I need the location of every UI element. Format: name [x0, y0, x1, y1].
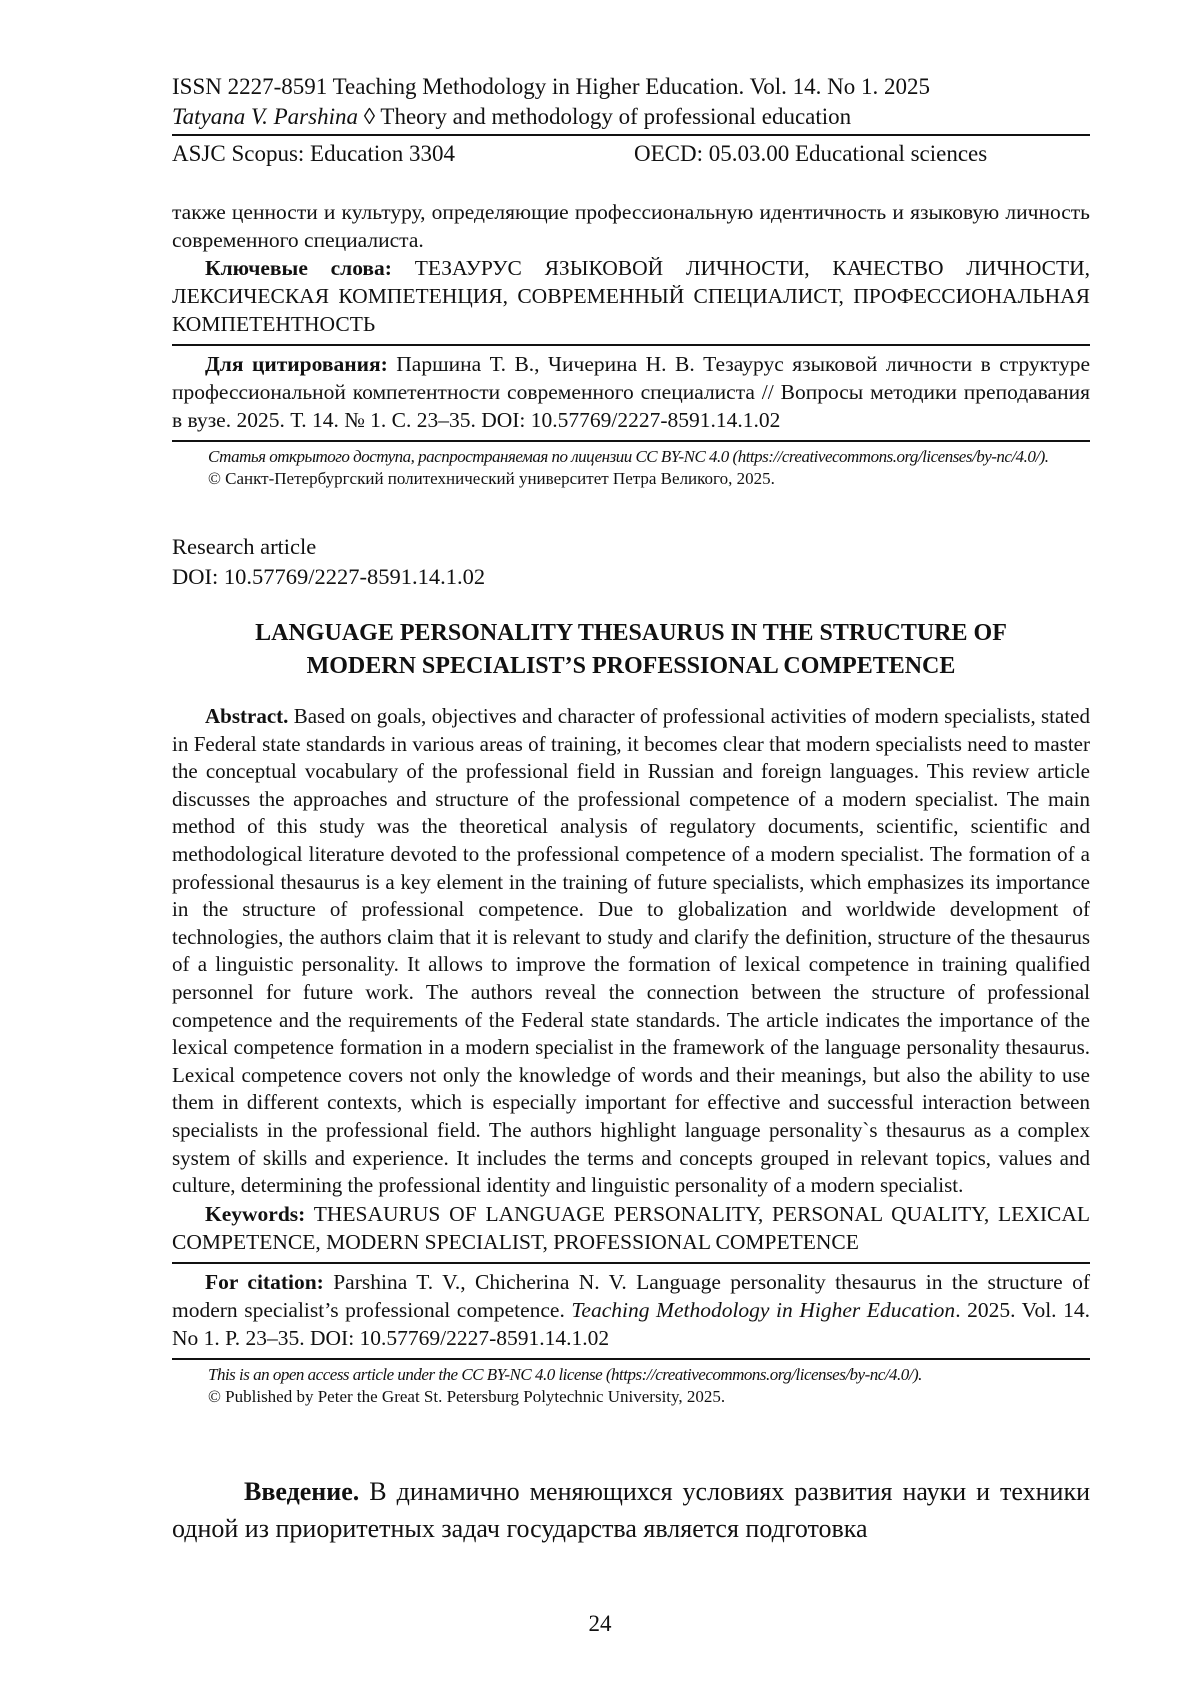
- intro-heading: Введение.: [244, 1477, 360, 1506]
- russian-metadata: [172, 198, 1090, 490]
- en-citation-rule: [172, 1358, 1090, 1360]
- header-author: Tatyana V. Parshina: [172, 104, 358, 129]
- author-section-line: [172, 102, 1090, 132]
- ru-citation-text: Паршина Т. В., Чичерина Н. В. Тезаурус языковой личности в структуре профессиональной компетентности современного специалиста // Вопросы методики преподавания в вузе. 2025. Т. 14. № 1. С. 23–35. DOI: 10.57769/2227-8591.14.1.02: [172, 352, 1090, 432]
- en-license-note: [172, 1364, 1090, 1408]
- en-citation-text-a: Parshina T. V., Chicherina N. V. Language personality thesaurus in the structure of modern specialist’s professional competence.: [172, 1269, 1090, 1322]
- ru-keywords-text: ТЕЗАУРУС ЯЗЫКОВОЙ ЛИЧНОСТИ, КАЧЕСТВО ЛИЧНОСТИ, ЛЕКСИЧЕСКАЯ КОМПЕТЕНЦИЯ, СОВРЕМЕННЫЙ СПЕЦИАЛИСТ, ПРОФЕССИОНАЛЬНАЯ КОМПЕТЕНТНОСТЬ: [172, 256, 1090, 336]
- article-type: Research article: [172, 534, 317, 559]
- ru-keywords: [172, 254, 1090, 338]
- en-license: This is an open access article under the CC BY-NC 4.0 license (https://creativecommons.org/licenses/by-nc/4.0/).: [208, 1364, 922, 1384]
- oecd-code: OECD: 05.03.00 Educational sciences: [634, 141, 988, 166]
- en-citation-label: For citation:: [205, 1269, 324, 1294]
- ru-citation: [172, 350, 1090, 434]
- diamond-glyph: ◊: [363, 104, 376, 129]
- en-keywords-rule: [172, 1262, 1090, 1264]
- english-metadata: [172, 703, 1090, 1408]
- en-abstract-text: Based on goals, objectives and character of professional activities of modern specialists, stated in Federal state standards in various areas of training, it becomes clear that modern specialists need to master the conceptual vocabulary of the professional field in Russian and foreign languages. This review article discusses the approaches and structure of the professional competence of a modern specialist. The main method of this study was the theoretical analysis of regulatory documents, scientific, scientific and methodological literature devoted to the professional competence of a modern specialist. The formation of a professional thesaurus is a key element in the training of future specialists, which emphasizes its importance in the structure of professional competence. Due to globalization and worldwide development of technologies, the authors claim that it is relevant to study and clarify the definition, structure of the thesaurus of a linguistic personality. It allows to improve the formation of lexical competence in training qualified personnel for future work. The authors reveal the connection between the structure of professional competence and the requirements of the Federal state standards. The article indicates the importance of the lexical competence formation in a modern specialist in the framework of the language personality thesaurus. Lexical competence covers not only the knowledge of words and their meanings, but also the ability to use them in different contexts, which is especially important for effective and successful interaction between specialists in the professional field. The authors highlight language personality`s thesaurus as a complex system of skills and experience. It includes the terms and concepts grouped in relevant topics, values and culture, determining the professional identity and linguistic personality of a modern specialist.: [172, 704, 1090, 1198]
- ru-citation-label: Для цитирования:: [205, 352, 388, 376]
- journal-issn-line: ISSN 2227-8591 Teaching Methodology in Higher Education. Vol. 14. No 1. 2025: [172, 74, 930, 99]
- article-doi: DOI: 10.57769/2227-8591.14.1.02: [172, 564, 486, 589]
- en-keywords-label: Keywords:: [205, 1201, 306, 1226]
- header-rule: [172, 134, 1090, 136]
- ru-license: Статья открытого доступа, распространяемая по лицензии CC BY-NC 4.0 (https://creativecommons.org/licenses/by-nc/4.0/).: [208, 447, 1049, 466]
- running-header: [172, 72, 1090, 169]
- en-keywords-text: THESAURUS OF LANGUAGE PERSONALITY, PERSONAL QUALITY, LEXICAL COMPETENCE, MODERN SPECIALIST, PROFESSIONAL COMPETENCE: [172, 1201, 1090, 1254]
- intro-text: В динамично меняющихся условиях развития науки и техники одной из приоритетных задач государства является подготовка: [172, 1477, 1090, 1543]
- classification-row: [172, 139, 1090, 169]
- article-title: [172, 617, 1090, 683]
- ru-keywords-rule: [172, 344, 1090, 346]
- ru-license-note: [172, 446, 1090, 490]
- page-number: 24: [588, 1611, 612, 1636]
- ru-keywords-label: Ключевые слова:: [205, 256, 392, 280]
- en-abstract-label: Abstract.: [205, 704, 289, 728]
- ru-abstract-tail: также ценности и культуру, определяющие профессиональную идентичность и языковую личность современного специалиста.: [172, 200, 1090, 252]
- introduction-section: [172, 1473, 1090, 1547]
- article-title-line1: LANGUAGE PERSONALITY THESAURUS IN THE STRUCTURE OF: [255, 620, 1007, 646]
- article-meta: [172, 532, 1090, 592]
- en-copyright: © Published by Peter the Great St. Petersburg Polytechnic University, 2025.: [208, 1386, 726, 1406]
- en-citation-journal: Teaching Methodology in Higher Education: [571, 1297, 956, 1322]
- en-abstract: [172, 703, 1090, 1200]
- article-title-line2: MODERN SPECIALIST’S PROFESSIONAL COMPETENCE: [306, 653, 956, 679]
- ru-copyright: © Санкт-Петербургский политехнический университет Петра Великого, 2025.: [208, 469, 775, 488]
- header-section: Theory and methodology of professional education: [375, 104, 852, 129]
- asjc-code: ASJC Scopus: Education 3304: [172, 141, 456, 166]
- en-citation: [172, 1268, 1090, 1352]
- en-keywords: [172, 1200, 1090, 1256]
- en-citation-text-b: . 2025. Vol. 14. No 1. P. 23–35. DOI: 10.57769/2227-8591.14.1.02: [172, 1297, 1090, 1350]
- ru-citation-rule: [172, 440, 1090, 442]
- intro-paragraph: [172, 1473, 1090, 1547]
